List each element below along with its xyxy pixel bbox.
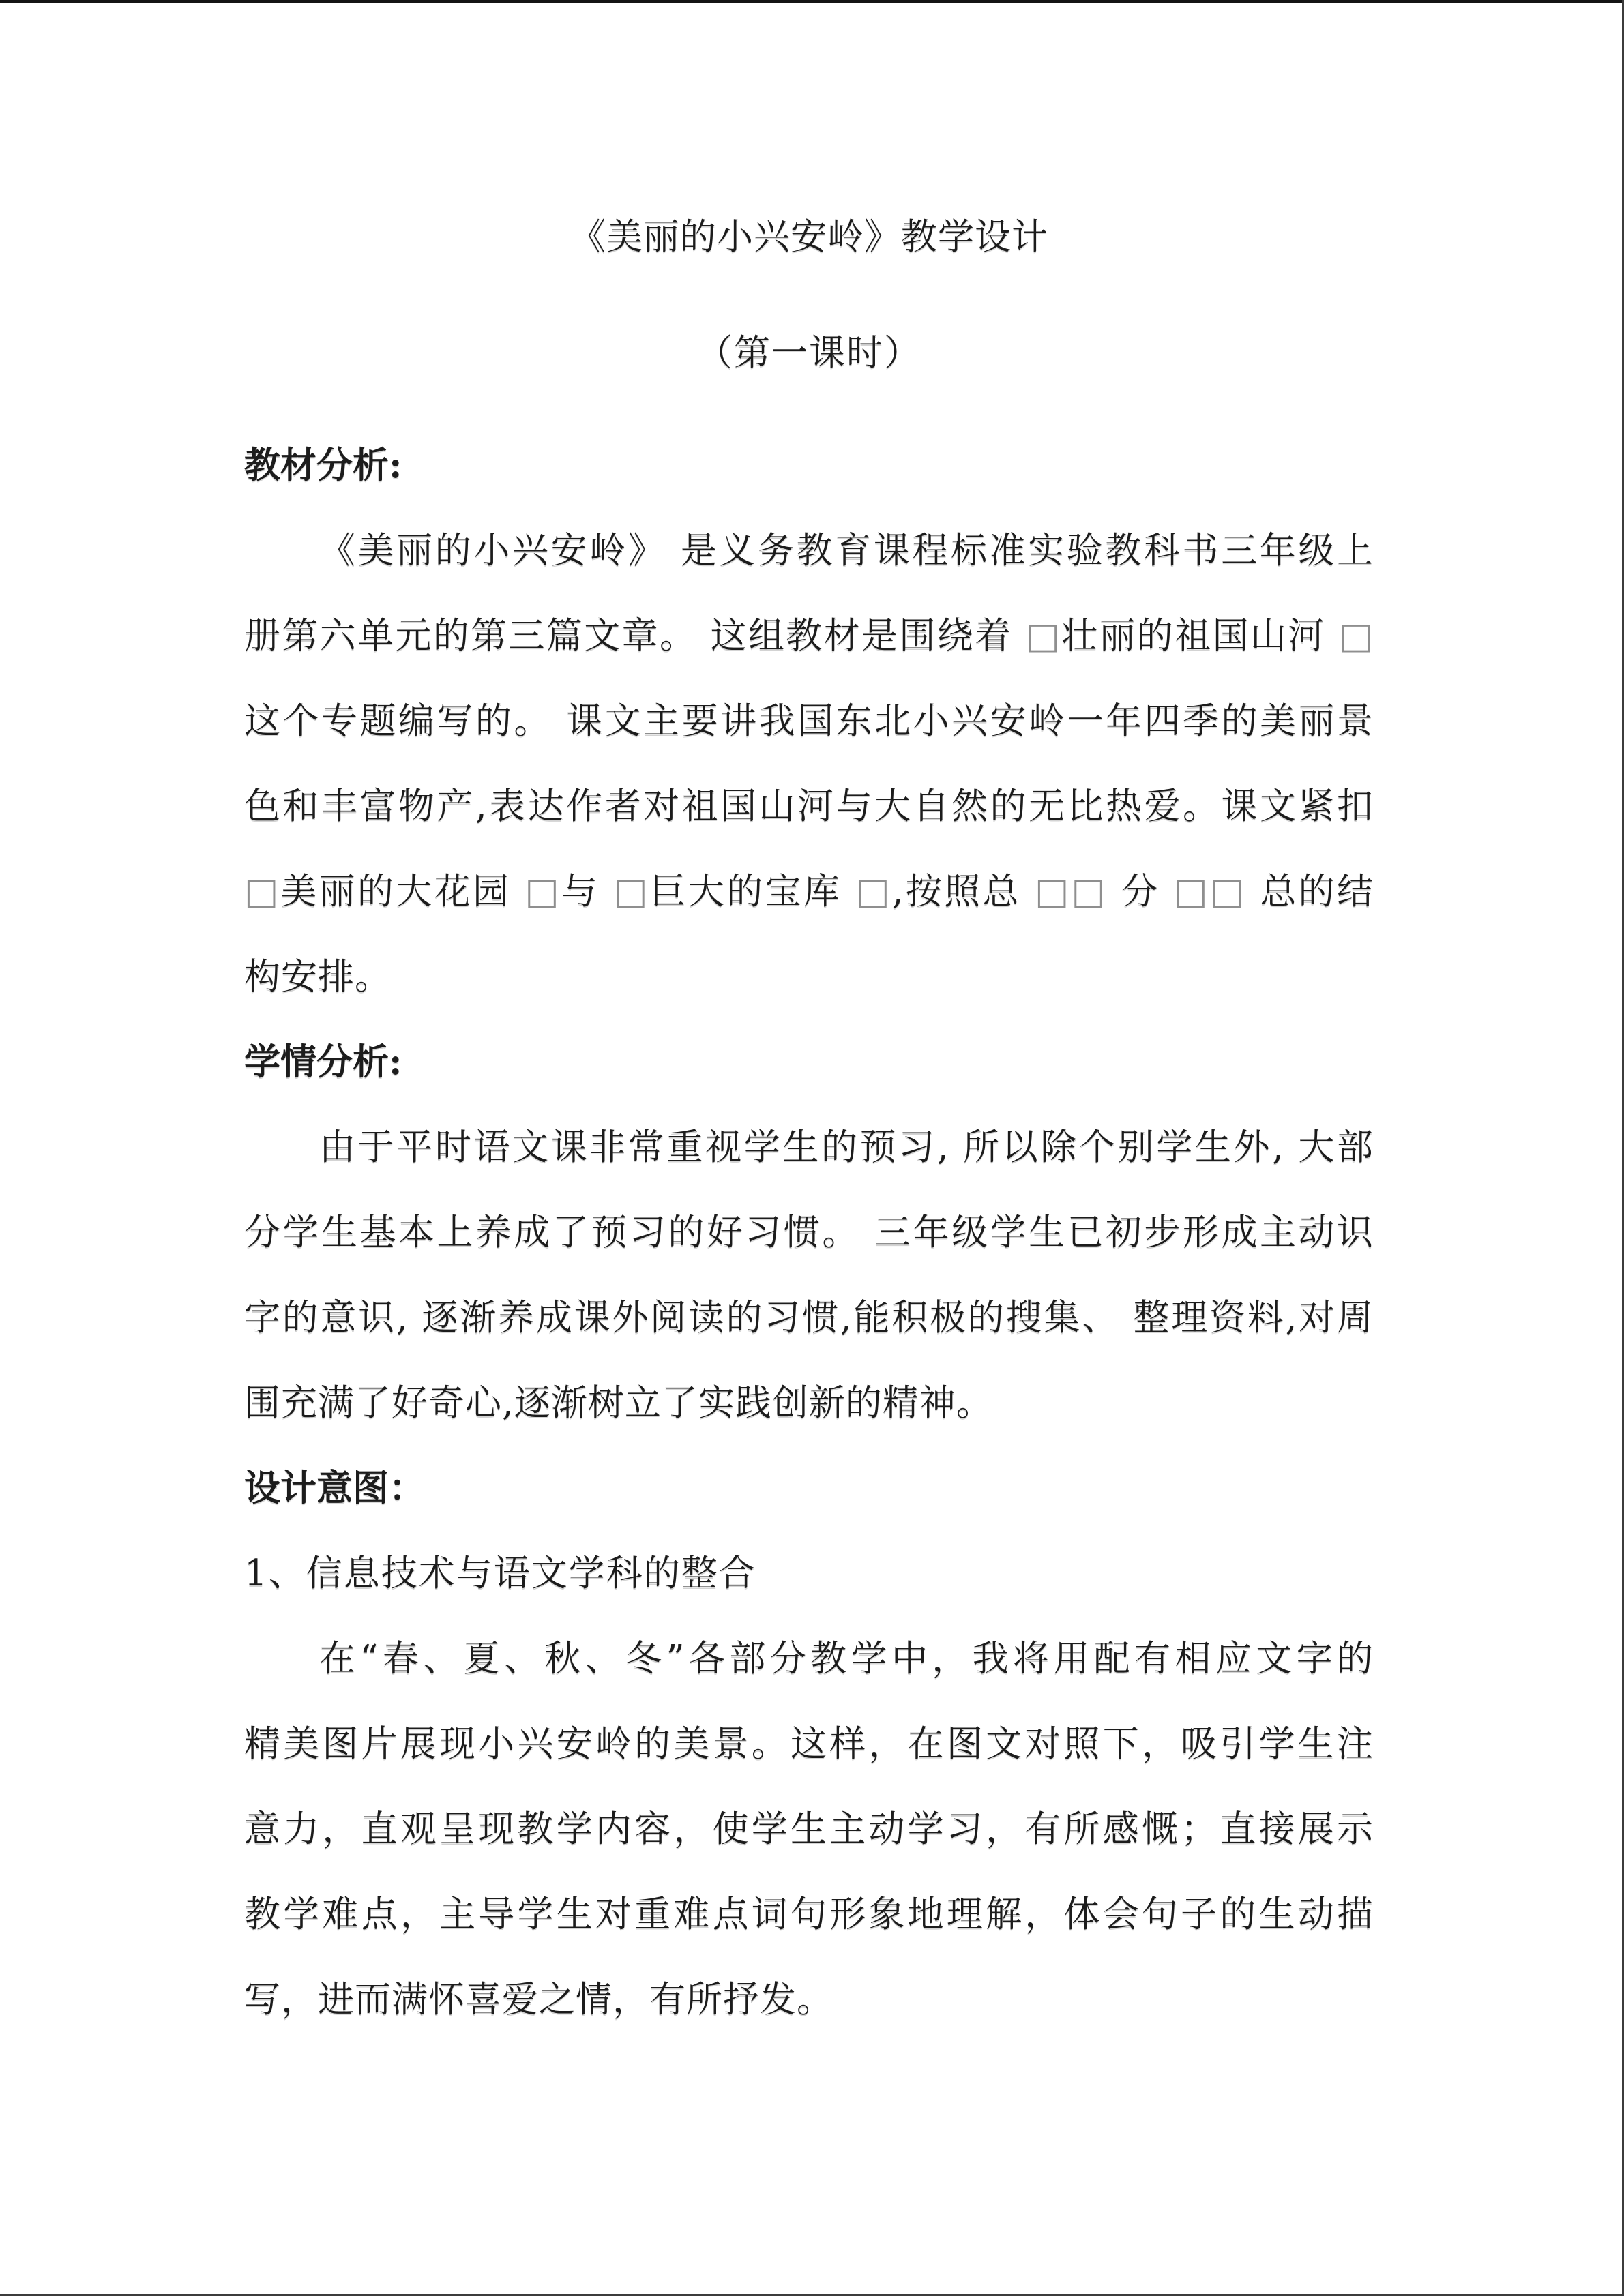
paragraph-line: 册第六单元的第三篇文章。 这组教材是围绕着 □壮丽的祖国山河 □: [244, 615, 1374, 657]
paragraph-line: 色和丰富物产,表达作者对祖国山河与大自然的无比热爱。课文紧扣: [244, 786, 1374, 827]
paragraph-line: 由于平时语文课非常重视学生的预习, 所以除个别学生外, 大部: [319, 1127, 1374, 1168]
missing-glyph-box: □: [1338, 615, 1374, 657]
paragraph-line: 精美图片展现小兴安岭的美景。这样，在图文对照下，吸引学生注: [244, 1723, 1374, 1765]
missing-glyph-box: □: [1173, 871, 1210, 912]
missing-glyph-box: □: [1025, 615, 1062, 657]
missing-glyph-box: □: [525, 871, 561, 912]
paragraph-line: 字的意识, 逐渐养成课外阅读的习惯,能积极的搜集、 整理资料,对周: [244, 1297, 1374, 1339]
missing-glyph-box: □: [1071, 871, 1108, 912]
missing-glyph-box: □: [244, 871, 281, 912]
document-content: [244, 194, 1374, 2042]
section-heading: 设计意图：: [244, 1467, 425, 1509]
paragraph-line: □美丽的大花园 □与 □巨大的宝库 □,按照总 □□ 分 □□ 总的结: [244, 871, 1374, 912]
numbered-item: 1、信息技术与语文学科的整合: [244, 1553, 756, 1594]
paragraph-line: 教学难点，主导学生对重难点词句形象地理解，体会句子的生动描: [244, 1894, 1374, 1935]
missing-glyph-box: □: [855, 871, 892, 912]
missing-glyph-box: □: [1209, 871, 1247, 912]
scan-edge-top: [0, 0, 1624, 3]
section-heading: 学情分析:: [244, 1041, 402, 1083]
missing-glyph-box: □: [613, 871, 650, 912]
paragraph-line: 《美丽的小兴安岭》 是义务教育课程标准实验教科书三年级上: [319, 530, 1374, 571]
missing-glyph-box: □: [1035, 871, 1072, 912]
paragraph-line: 意力，直观呈现教学内容，使学生主动学习，有所感慨；直接展示: [244, 1808, 1374, 1850]
paragraph-line: 分学生基本上养成了预习的好习惯。 三年级学生已初步形成主动识: [244, 1212, 1374, 1253]
section-heading: 教材分析:: [244, 444, 402, 486]
paragraph-line: 在“春、夏、秋、冬”各部分教学中，我将用配有相应文字的: [319, 1638, 1374, 1680]
doc-subtitle: （第一课时）: [696, 332, 921, 374]
paragraph-line: 围充满了好奇心,逐渐树立了实践创新的精神。: [244, 1382, 993, 1424]
doc-title: 《美丽的小兴安岭》教学设计: [570, 216, 1048, 258]
paragraph-line: 写，进而满怀喜爱之情，有所抒发。: [244, 1979, 833, 2021]
paragraph-line: 这个专题编写的。 课文主要讲我国东北小兴安岭一年四季的美丽景: [244, 700, 1374, 742]
paragraph-line: 构安排。: [244, 956, 392, 998]
